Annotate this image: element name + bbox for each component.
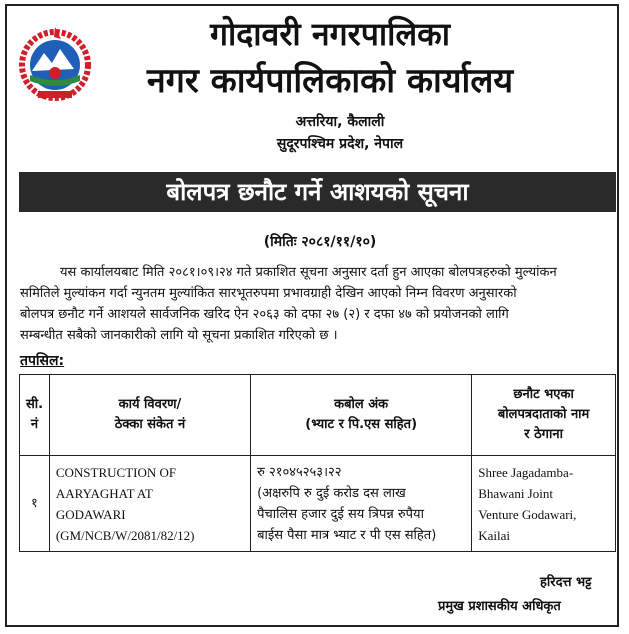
cell-sn: १ bbox=[20, 456, 50, 552]
header-description: कार्य विवरण/ ठेक्का संकेत नं bbox=[49, 375, 250, 456]
address-line-1: अत्तरिया, कैलाली bbox=[295, 114, 385, 130]
paragraph-line: समितिले मुल्यांकन गर्दा न्युनतम मुल्यांकित सारभूतरुपमा प्रभावग्राही देखिन आएको निम्न विवरण अनुसारको bbox=[20, 286, 517, 301]
cell-description: CONSTRUCTION OF AARYAGHAT AT GODAWARI (GM/NCB/W/2081/82/12) bbox=[49, 456, 250, 552]
paragraph-line: यस कार्यालयबाट मिति २०८१।०९।२४ गते प्रकाशित सूचना अनुसार दर्ता हुन आएका बोलपत्रहरुको मुल्यांकन bbox=[60, 265, 557, 280]
header-bid-amount: कबोल अंक (भ्याट र पि.एस सहित) bbox=[251, 375, 472, 456]
notice-title-banner: बोलपत्र छनौट गर्ने आशयको सूचना bbox=[19, 172, 616, 212]
address-line-2: सुदूरपश्चिम प्रदेश, नेपाल bbox=[276, 136, 404, 152]
table-row bbox=[20, 456, 616, 552]
details-label: तपसिल: bbox=[20, 353, 65, 369]
bid-amount-figure: रु २१०४५२५३।२२ bbox=[257, 464, 342, 480]
municipality-emblem-logo bbox=[14, 21, 96, 103]
header-bidder: छनौट भएका बोलपत्रदाताको नाम र ठेगाना bbox=[472, 375, 616, 456]
cell-bid-amount bbox=[251, 456, 472, 552]
paragraph-line: सम्बन्धीत सबैको जानकारीको लागि यो सूचना प्रकाशित गरिएको छ । bbox=[20, 328, 338, 343]
bid-selection-table bbox=[19, 374, 616, 552]
cell-bidder: Shree Jagadamba- Bhawani Joint Venture Godawari, Kailai bbox=[472, 456, 616, 552]
signatory-title: प्रमुख प्रशासकीय अधिकृत bbox=[438, 599, 561, 614]
paragraph-line: बोलपत्र छनौट गर्ने आशयले सार्वजनिक खरिद ऐन २०६३ को दफा २७ (२) र दफा ४७ को प्रयोजनको लागि bbox=[20, 307, 509, 322]
table-header-row bbox=[20, 375, 616, 456]
signatory-name: हरिदत्त भट्ट bbox=[540, 575, 592, 590]
bid-amount-words: (अक्षरुपि रु दुई करोड दस लाख पैचालिस हजार दुई सय त्रिपन्न रुपैया बाईस पैसा मात्र भ्याट र पी एस सहित) bbox=[257, 485, 437, 543]
municipality-name: गोदावरी नगरपालिका bbox=[209, 15, 451, 53]
office-name: नगर कार्यपालिकाको कार्यालय bbox=[146, 61, 514, 101]
notice-paragraph bbox=[20, 262, 615, 346]
header-sn: सी. नं bbox=[20, 375, 50, 456]
notice-date: (मितिः २०८१/११/१०) bbox=[263, 234, 377, 250]
